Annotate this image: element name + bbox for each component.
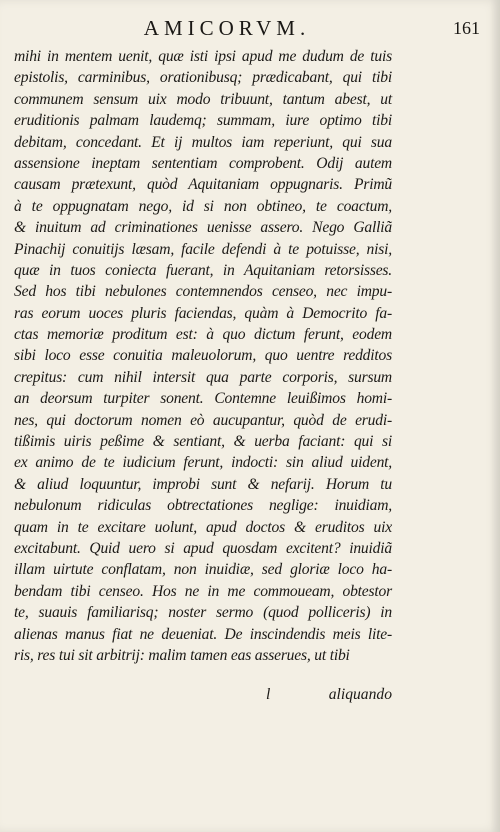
text-line: Pinachij conuitijs læsam, facile defendi à te potuisse, nisi, (14, 240, 392, 258)
text-line: crepitus: cum nihil intersit qua parte corporis, sursum (14, 368, 392, 386)
page-number: 161 (453, 18, 480, 38)
text-line: ris, res tui sit arbitrij: malim tamen eas asserues, ut tibi (14, 646, 350, 664)
text-line: nes, qui doctorum nomen eò aucupantur, quòd de erudi- (14, 411, 392, 429)
text-line: debitam, concedant. Et ij multos iam reperiunt, qui sua (14, 133, 392, 151)
text-line: quam in te excitare uolunt, apud doctos & eruditos uix (14, 518, 392, 536)
text-line: à te oppugnatam nego, id si non obtineo, te coactum, (14, 197, 392, 215)
text-line: te, suauis familiarisq; noster sermo (quod polliceris) in (14, 604, 392, 622)
text-line: ex animo de te iudicium ferunt, indocti: sin aliud uident, (14, 454, 392, 472)
text-line: epistolis, carminibus, orationibusq; prædicabant, qui tibi (14, 69, 392, 87)
text-line: alienas manus fiat ne deueniat. De inscindendis meis lite- (14, 625, 392, 643)
text-line: eruditionis palmam laudemq; summam, iure optimo tibi (14, 112, 392, 130)
text-line: ctas memoriæ proditum est: à quo dictum ferunt, eodem (14, 326, 392, 344)
text-line: causam prætexunt, quòd Aquitaniam oppugnaris. Primũ (14, 176, 392, 194)
text-line: ras eorum uoces pluris faciendas, quàm à Democrito fa- (14, 304, 392, 322)
text-line: nebulonum ridiculas obtrectationes neglige: inuidiam, (14, 497, 392, 515)
text-line: bendam tibi censeo. Hos ne in me commoueam, obtestor (14, 582, 392, 600)
text-line: an deorsum turpiter sonent. Contemne leuißimos homi- (14, 390, 392, 408)
text-line: sibi loco esse conuitia maleuolorum, quo uentre redditos (14, 347, 392, 365)
text-line: & aliud loquuntur, improbi sunt & nefarij. Horum tu (14, 475, 392, 493)
text-line: mihi in mentem uenit, quæ isti ipsi apud me dudum de tuis (14, 48, 392, 65)
text-line: tißimis uiris peßime & sentiant, & uerba faciant: qui si (14, 433, 392, 451)
text-line: Sed hos tibi nebulones contemnendos censeo, nec impu- (14, 283, 392, 301)
text-line: excitabunt. Quid uero si apud quosdam excitent? inuidiã (14, 539, 392, 557)
signature-mark: l (266, 686, 271, 703)
text-line: & inuitum ad criminationes uenisse assero. Nego Galliã (14, 219, 392, 237)
text-line: communem sensum uix modo tribuunt, tantum abest, ut (14, 90, 392, 108)
text-line: quæ in tuos coniecta fuerant, in Aquitaniam retorsisses. (14, 261, 392, 279)
running-head (0, 16, 500, 40)
text-line: assensione ineptam sententiam comprobent. Odij autem (14, 154, 392, 172)
catchword-row (14, 686, 392, 710)
body-text (14, 46, 392, 666)
running-title: AMICORVM. (143, 16, 311, 40)
text-line: illam uirtute conflatam, non inuidiæ, sed gloriæ loco ha- (14, 561, 392, 579)
catchword: aliquando (328, 686, 392, 703)
page-edge-shadow (490, 0, 500, 832)
